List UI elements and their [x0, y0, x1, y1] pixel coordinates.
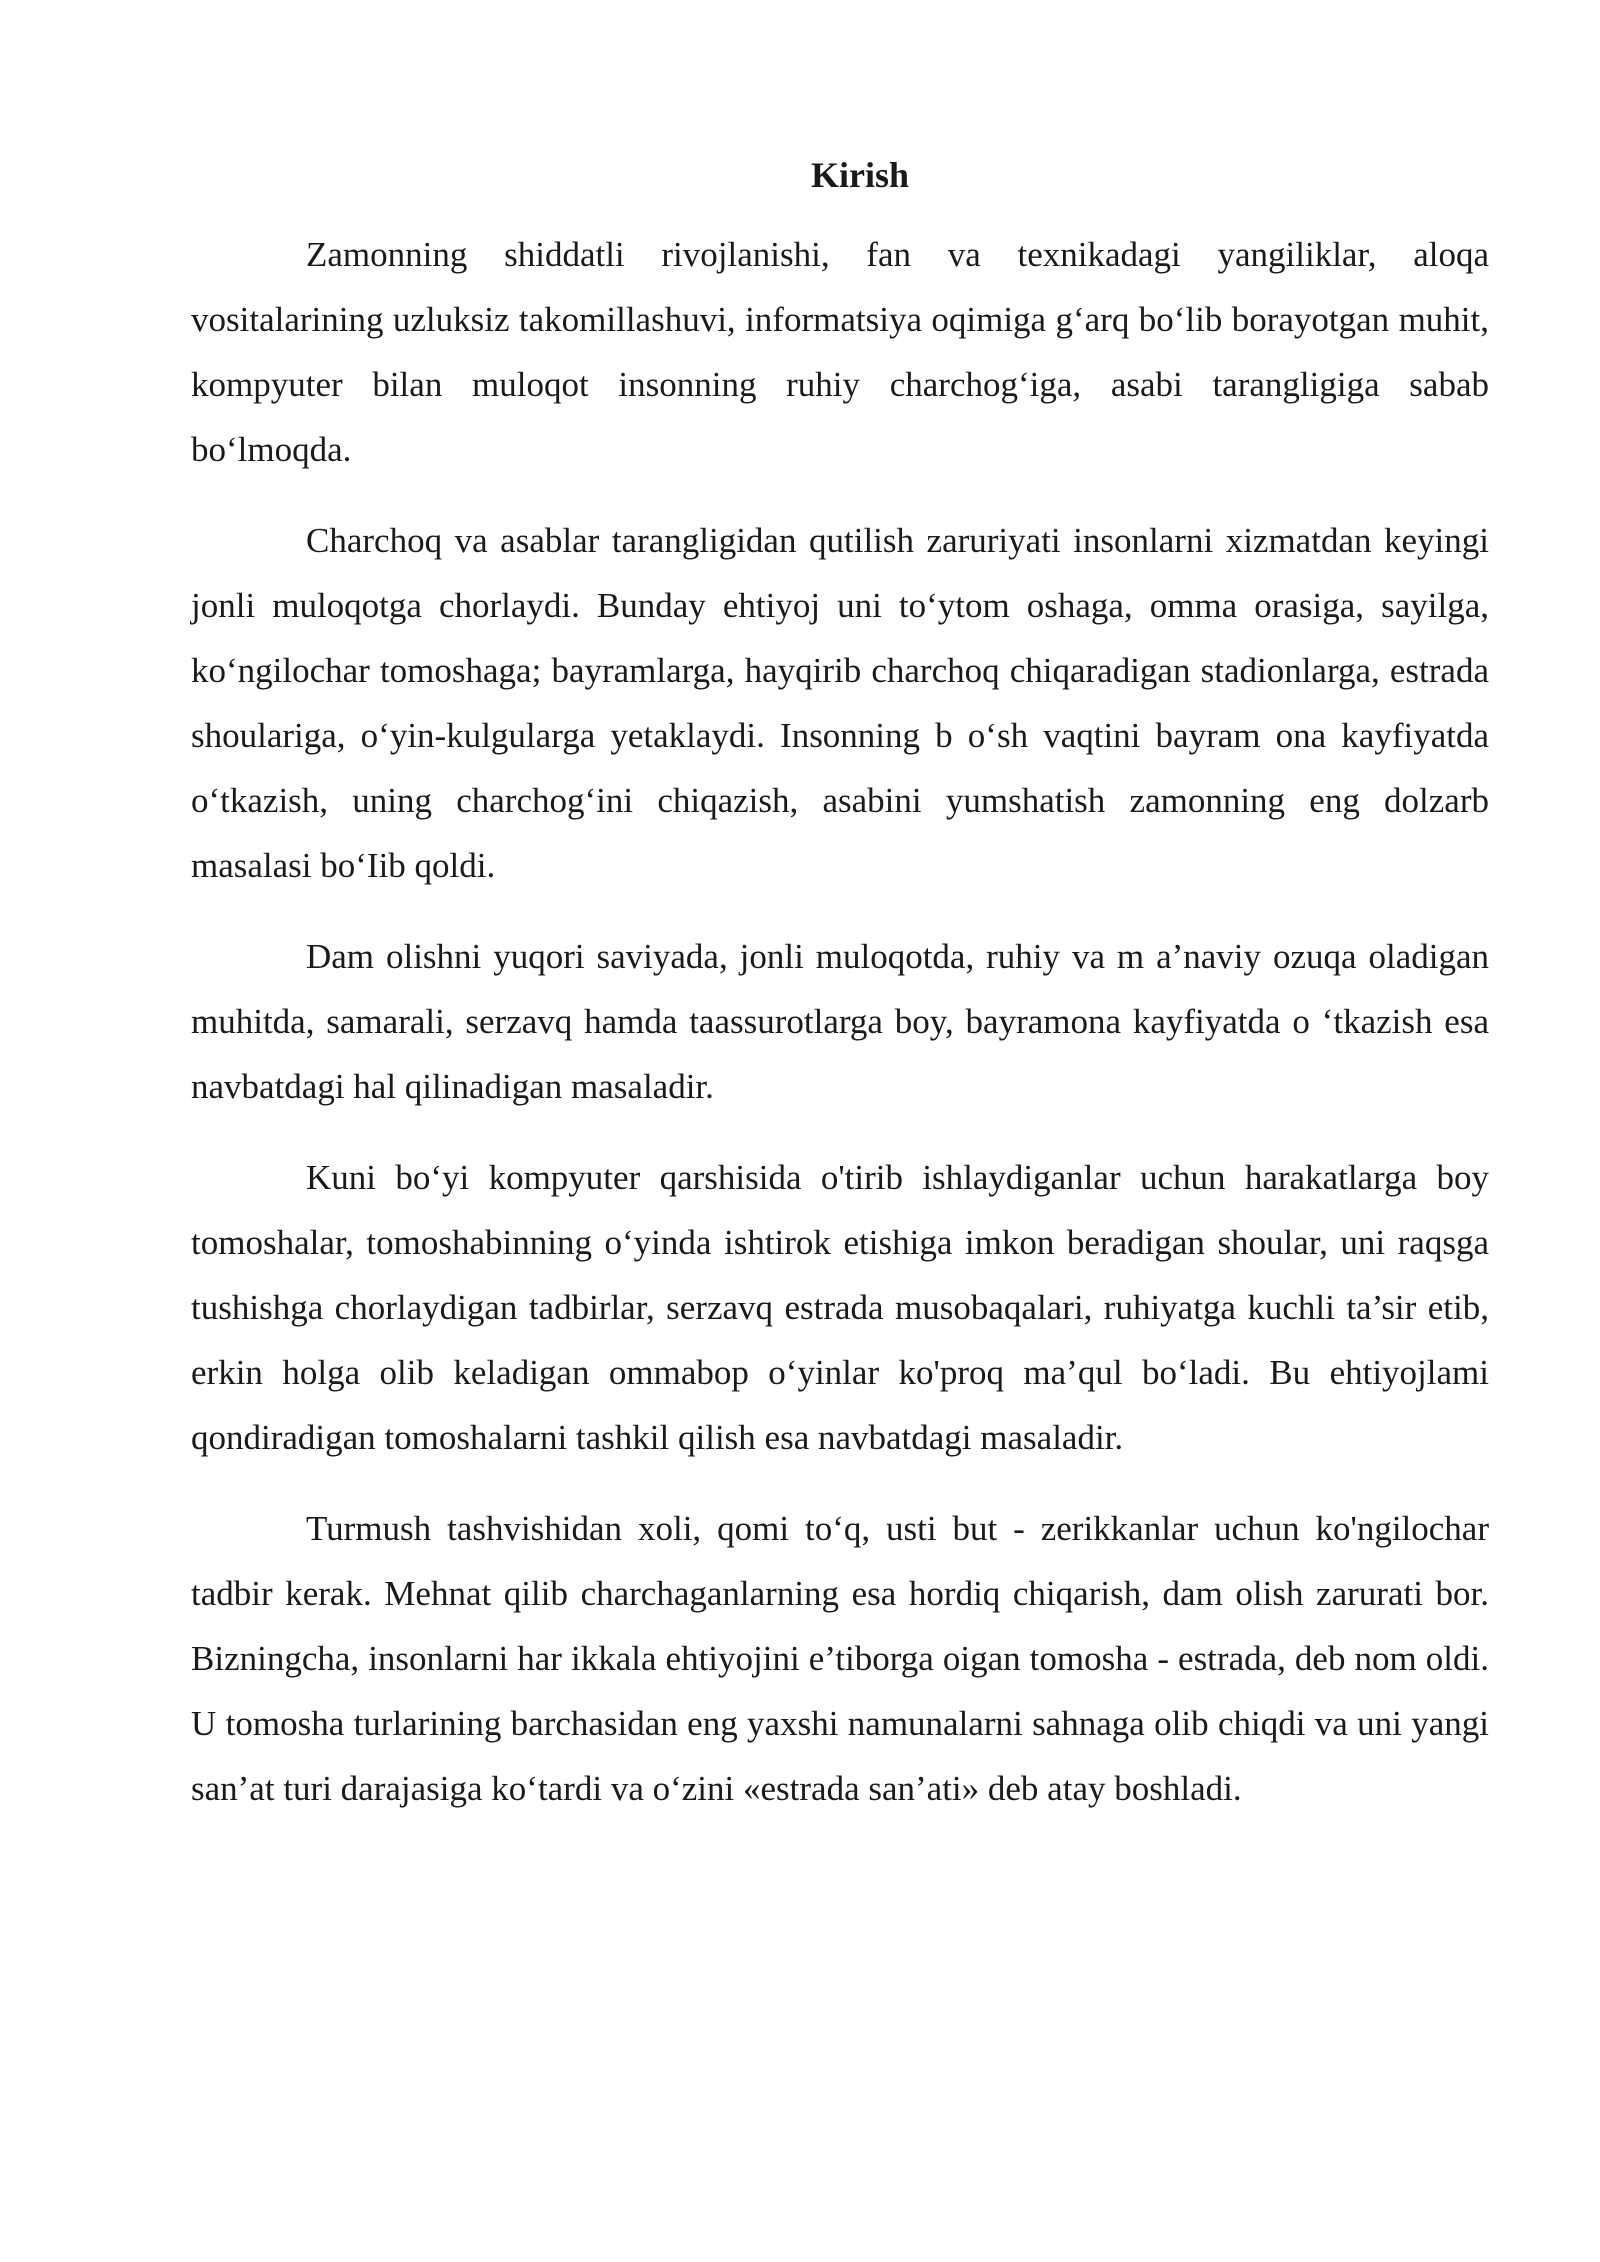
paragraph-3: Dam olishni yuqori saviyada, jonli muloqotda, ruhiy va m a’naviy ozuqa oladigan muhitda, samarali, serzavq hamda taassurotlarga boy, bayramona kayfiyatda o ‘tkazish esa navbatdagi hal qilinadigan masaladir.: [191, 937, 1489, 1106]
paragraph-1: Zamonning shiddatli rivojlanishi, fan va texnikadagi yangiliklar, aloqa vositalarining uzluksiz takomillashuvi, informatsiya oqimiga g‘arq bo‘lib borayotgan muhit, kompyuter bilan muloqot insonning ruhiy charchog‘iga, asabi tarangligiga sabab bo‘lmoqda.: [191, 235, 1489, 469]
page-title: Kirish: [810, 155, 909, 195]
paragraph-2: Charchoq va asablar tarangligidan qutilish zaruriyati insonlarni xizmatdan keyingi jonli muloqotga chorlaydi. Bunday ehtiyoj uni to‘ytom oshaga, omma orasiga, sayilga, ko‘ngilochar tomoshaga; bayramlarga, hayqirib charchoq chiqaradigan stadionlarga, estrada shoulariga, o‘yin-kulgularga yetaklaydi. Insonning b o‘sh vaqtini bayram ona kayfiyatda o‘tkazish, uning charchog‘ini chiqazish, asabini yumshatish zamonning eng dolzarb masalasi bo‘Iib qoldi.: [191, 521, 1489, 885]
document-page: [191, 150, 1489, 1847]
paragraph-5: Turmush tashvishidan xoli, qomi to‘q, usti but - zerikkanlar uchun ko'ngilochar tadbir kerak. Mehnat qilib charchaganlarning esa hordiq chiqarish, dam olish zarurati bor. Bizningcha, insonlarni har ikkala ehtiyojini e’tiborga oigan tomosha - estrada, deb nom oldi. U tomosha turlarining barchasidan eng yaxshi namunalarni sahnaga olib chiqdi va uni yangi san’at turi darajasiga ko‘tardi va o‘zini «estrada san’ati» deb atay boshladi.: [191, 1509, 1489, 1808]
paragraph-4: Kuni bo‘yi kompyuter qarshisida o'tirib ishlaydiganlar uchun harakatlarga boy tomoshalar, tomoshabinning o‘yinda ishtirok etishiga imkon beradigan shoular, uni raqsga tushishga chorlaydigan tadbirlar, serzavq estrada musobaqalari, ruhiyatga kuchli ta’sir etib, erkin holga olib keladigan ommabop o‘yinlar ko'proq ma’qul bo‘ladi. Bu ehtiyojlami qondiradigan tomoshalarni tashkil qilish esa navbatdagi masaladir.: [191, 1158, 1489, 1457]
